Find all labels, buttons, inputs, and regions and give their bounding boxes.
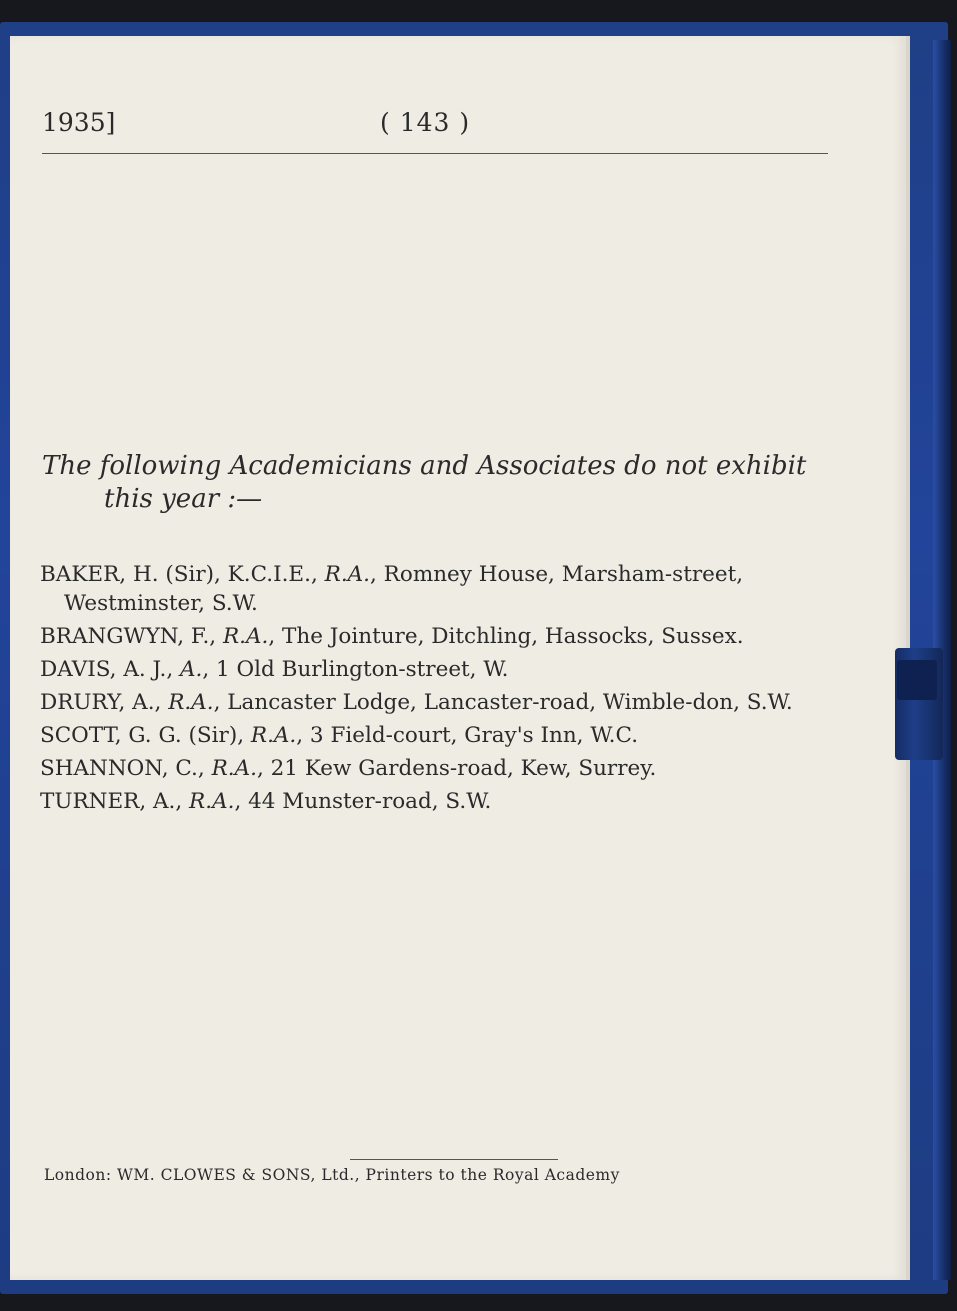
header-year: 1935]	[42, 108, 116, 137]
entry-title: R.A.	[168, 690, 214, 715]
list-item	[40, 754, 830, 783]
running-header	[42, 108, 826, 144]
printer-imprint: London: WM. CLOWES & SONS, Ltd., Printers to the Royal Academy	[44, 1166, 620, 1184]
entry-address: , Lancaster Lodge, Lancaster-road, Wimble-don, S.W.	[213, 690, 793, 715]
entry-address: , 44 Munster-road, S.W.	[234, 789, 492, 814]
entry-name: DAVIS, A. J.,	[40, 657, 180, 682]
entry-title: R.A.	[222, 624, 269, 649]
entry-title: A.	[180, 657, 203, 682]
intro-line-2: this year :—	[104, 484, 263, 514]
entry-title: R.A.	[211, 756, 257, 781]
list-item	[40, 622, 830, 651]
entry-address: , Romney House, Marsham-street, Westminster, S.W.	[64, 562, 744, 616]
entry-title: R.A.	[324, 562, 371, 587]
page-number: ( 143 )	[380, 108, 471, 137]
bookmark-ribbon-knot	[897, 660, 937, 700]
entry-name: TURNER, A.,	[40, 789, 190, 814]
intro-line-1: The following Academicians and Associates do not exhibit	[42, 451, 807, 481]
entry-name: BRANGWYN, F.,	[40, 624, 223, 649]
entry-name: SCOTT, G. G. (Sir),	[40, 723, 251, 748]
entry-address: , 21 Kew Gardens-road, Kew, Surrey.	[256, 756, 657, 781]
list-item	[40, 655, 830, 684]
entry-title: R.A.	[189, 789, 235, 814]
list-item	[40, 787, 830, 816]
entry-name: SHANNON, C.,	[40, 756, 212, 781]
entry-name: BAKER, H. (Sir), K.C.I.E.,	[40, 562, 325, 587]
entry-name: DRURY, A.,	[40, 690, 169, 715]
entry-address: , 1 Old Burlington-street, W.	[202, 657, 509, 682]
list-item	[40, 721, 830, 750]
footer-rule	[350, 1159, 558, 1160]
intro-heading	[42, 450, 832, 516]
absent-members-list	[40, 560, 830, 820]
list-item	[40, 560, 830, 618]
list-item	[40, 688, 830, 717]
header-rule	[42, 153, 828, 154]
entry-address: , The Jointure, Ditchling, Hassocks, Sussex.	[268, 624, 744, 649]
entry-title: R.A.	[250, 723, 297, 748]
entry-address: , 3 Field-court, Gray's Inn, W.C.	[296, 723, 639, 748]
